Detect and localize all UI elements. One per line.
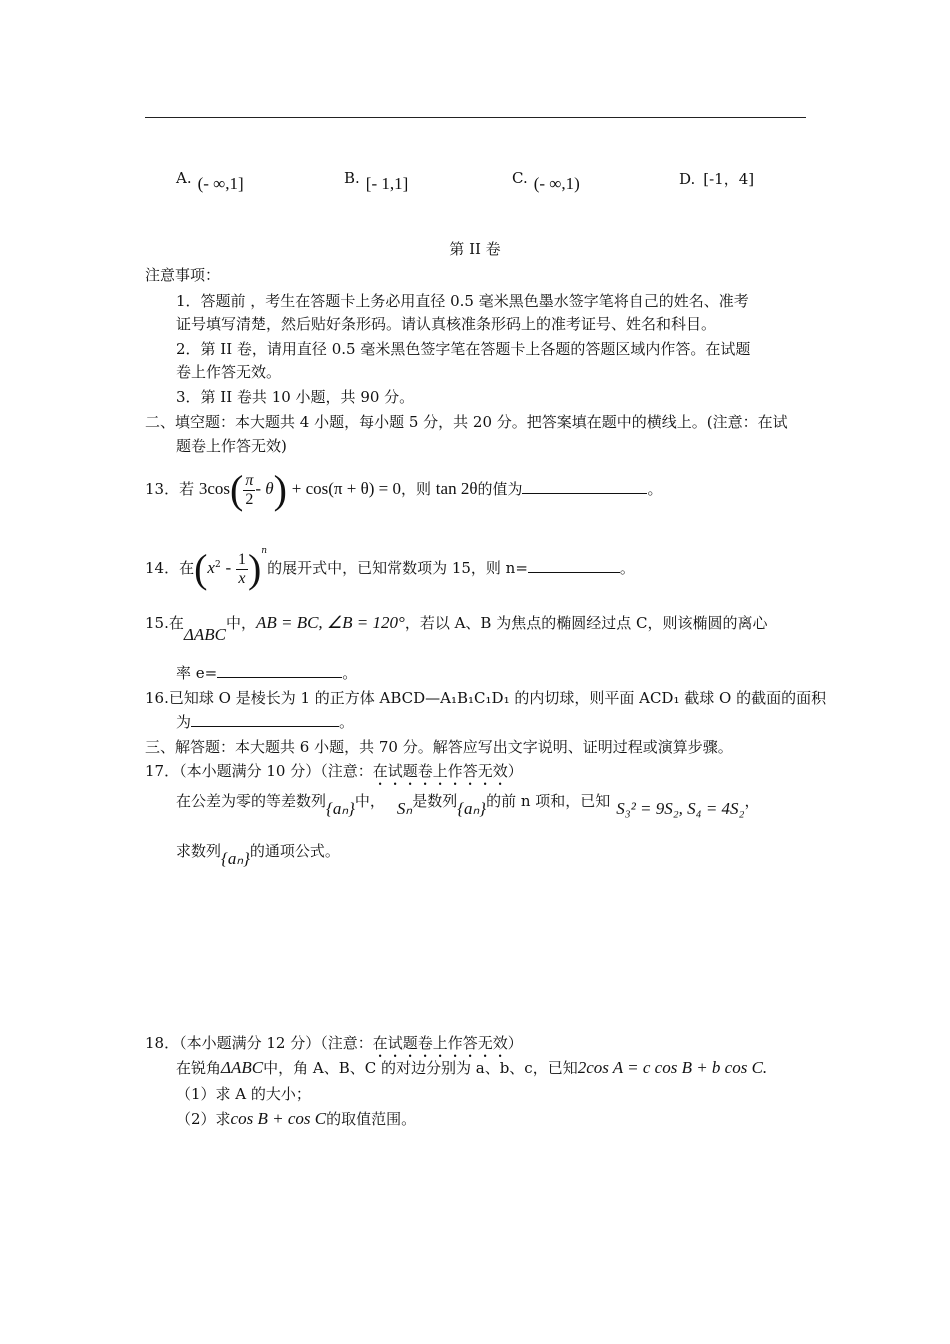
q18-dotted-note: 在试题卷上作答无效 [372, 1034, 508, 1052]
q16-answer-blank[interactable] [191, 712, 339, 727]
question-17-line2 [176, 840, 340, 868]
q18-l1b: 中，角 A、B、C 的对边分别为 a、b、c，已知 [263, 1059, 578, 1077]
q15-period: 。 [342, 664, 358, 682]
q13-number: 13．若 [145, 480, 195, 498]
q17-l2a: 求数列 [176, 842, 222, 860]
choice-label: D. [679, 170, 696, 188]
q15-condition: AB = BC, ∠B = 120° [255, 613, 405, 632]
notice-item: 证号填写清楚，然后贴好条形码。请认真核准条形码上的准考证号、姓名和科目。 [176, 315, 717, 333]
q13-tan: tan 2θ [435, 479, 478, 498]
q18-close: ） [507, 1034, 523, 1052]
q13-end: 的值为 [477, 480, 523, 498]
q14-n: n [261, 546, 268, 556]
q18-p2b: 的取值范围。 [326, 1110, 417, 1128]
q17-l1b: 中， [354, 792, 385, 810]
q17-l1c: 是数列 [412, 792, 458, 810]
choice-label: B. [344, 169, 360, 187]
q16-line2: 为 [176, 713, 192, 731]
left-paren: ( [230, 467, 244, 512]
q13-pi: π [245, 471, 254, 489]
notice-item: 卷上作答无效。 [176, 363, 282, 381]
q17-dotted-note: 在试题卷上作答无效 [372, 762, 508, 780]
choice-label: C. [512, 169, 528, 187]
part3-heading: 三、解答题：本大题共 6 小题，共 70 分。解答应写出文字说明、证明过程或演算步骤。 [145, 738, 733, 756]
q13-fraction [243, 472, 255, 509]
q15-triangle: ΔABC [183, 625, 226, 644]
q17-head: 17．（本小题满分 10 分）（注意： [145, 762, 373, 780]
answer-choices [176, 168, 816, 198]
q17-l1a: 在公差为零的等差数列 [176, 792, 327, 810]
question-18-part1: （1）求 A 的大小； [176, 1085, 311, 1103]
q17-an: {aₙ} [457, 799, 487, 818]
section-title: 第 II 卷 [449, 240, 501, 258]
q18-triangle: ΔABC [221, 1058, 264, 1077]
right-paren: ) [247, 546, 262, 591]
q18-condition: 2cos A = c cos B + b cos C. [577, 1058, 768, 1077]
choice-math: (- ∞,1) [533, 174, 580, 193]
q15-text: ，若以 A、B 为焦点的椭圆经过点 C，则该椭圆的离心 [404, 614, 768, 632]
part2-line2: 题卷上作答无效) [176, 437, 287, 455]
q17-condition: S₃² = 9S₂, S₄ = 4S₂ [616, 799, 745, 818]
choice-math: [-1，4] [703, 170, 755, 188]
q13-minus-theta: - θ [255, 479, 274, 498]
q14-sq: 2 [214, 560, 221, 570]
question-16: 16.已知球 O 是棱长为 1 的正方体 ABCD—A₁B₁C₁D₁ 的内切球，则平面 ACD₁ 截球 O 的截面的面积 [145, 689, 827, 707]
q18-head: 18．（本小题满分 12 分）（注意： [145, 1034, 373, 1052]
choice-math: [- 1,1] [365, 174, 409, 193]
q13-answer-blank[interactable] [522, 479, 647, 494]
q18-l1a: 在锐角 [176, 1059, 222, 1077]
q17-an: {aₙ} [326, 799, 355, 818]
q13-coef: 3cos [198, 479, 231, 498]
q14-x: x [238, 569, 246, 587]
q14-period: 。 [619, 559, 635, 577]
q17-l1d: 的前 n 项和，已知 [486, 792, 611, 810]
choice-math: (- ∞,1] [197, 174, 244, 193]
q16-period: 。 [339, 713, 355, 731]
q15-answer-blank[interactable] [217, 663, 342, 678]
part2-line1: 二、填空题：本大题共 4 小题，每小题 5 分，共 20 分。把答案填在题中的横线上。(注意：在试 [145, 413, 788, 431]
choice-d[interactable] [679, 168, 754, 189]
left-paren: ( [194, 546, 208, 591]
question-14 [145, 542, 635, 591]
question-15 [145, 612, 768, 644]
question-18-line1 [176, 1057, 767, 1079]
notice-item: 1．答题前 ，考生在答题卡上务必用直径 0.5 毫米黑色墨水签字笔将自己的姓名、准考 [176, 292, 749, 310]
q17-comma: ， [744, 792, 760, 810]
q14-text: 的展开式中，已知常数项为 15，则 n= [267, 559, 528, 577]
q14-minus: - [225, 558, 232, 577]
question-13 [145, 466, 663, 512]
question-17-head [145, 760, 523, 789]
q17-l2b: 的通项公式。 [249, 842, 340, 860]
q15-zhong: 中， [225, 614, 256, 632]
q14-number: 14．在 [145, 559, 195, 577]
q14-answer-blank[interactable] [528, 558, 620, 573]
question-17-line1 [176, 790, 760, 818]
q18-p2a: （2）求 [176, 1110, 231, 1128]
question-18-part2 [176, 1108, 416, 1130]
top-rule [145, 117, 806, 118]
notice-item: 3．第 II 卷共 10 小题，共 90 分。 [176, 388, 415, 406]
notice-heading: 注意事项： [145, 266, 221, 284]
question-15-line2 [176, 662, 357, 684]
q13-two: 2 [245, 490, 254, 508]
q17-sn: Sₙ [396, 799, 413, 818]
q14-x2: x [207, 558, 215, 577]
q14-one: 1 [237, 550, 246, 568]
q15-line2: 率 e= [176, 664, 218, 682]
choice-c[interactable] [512, 168, 580, 193]
right-paren: ) [273, 467, 287, 512]
q13-rest: + cos(π + θ) = 0 [291, 479, 401, 498]
notice-item: 2．第 II 卷，请用直径 0.5 毫米黑色签字笔在答题卡上各题的答题区域内作答。在试题 [176, 340, 751, 358]
q13-mid: ，则 [401, 480, 432, 498]
q13-period: 。 [647, 480, 663, 498]
q18-p2-math: cos B + cos C [230, 1109, 327, 1128]
q15-number: 15.在 [145, 614, 184, 632]
choice-b[interactable] [344, 168, 409, 193]
q17-an: {aₙ} [221, 849, 250, 868]
question-16-line2 [176, 711, 354, 733]
choice-label: A. [176, 169, 192, 187]
q17-close: ） [507, 762, 523, 780]
q14-fraction [236, 551, 248, 588]
choice-a[interactable] [176, 168, 244, 193]
